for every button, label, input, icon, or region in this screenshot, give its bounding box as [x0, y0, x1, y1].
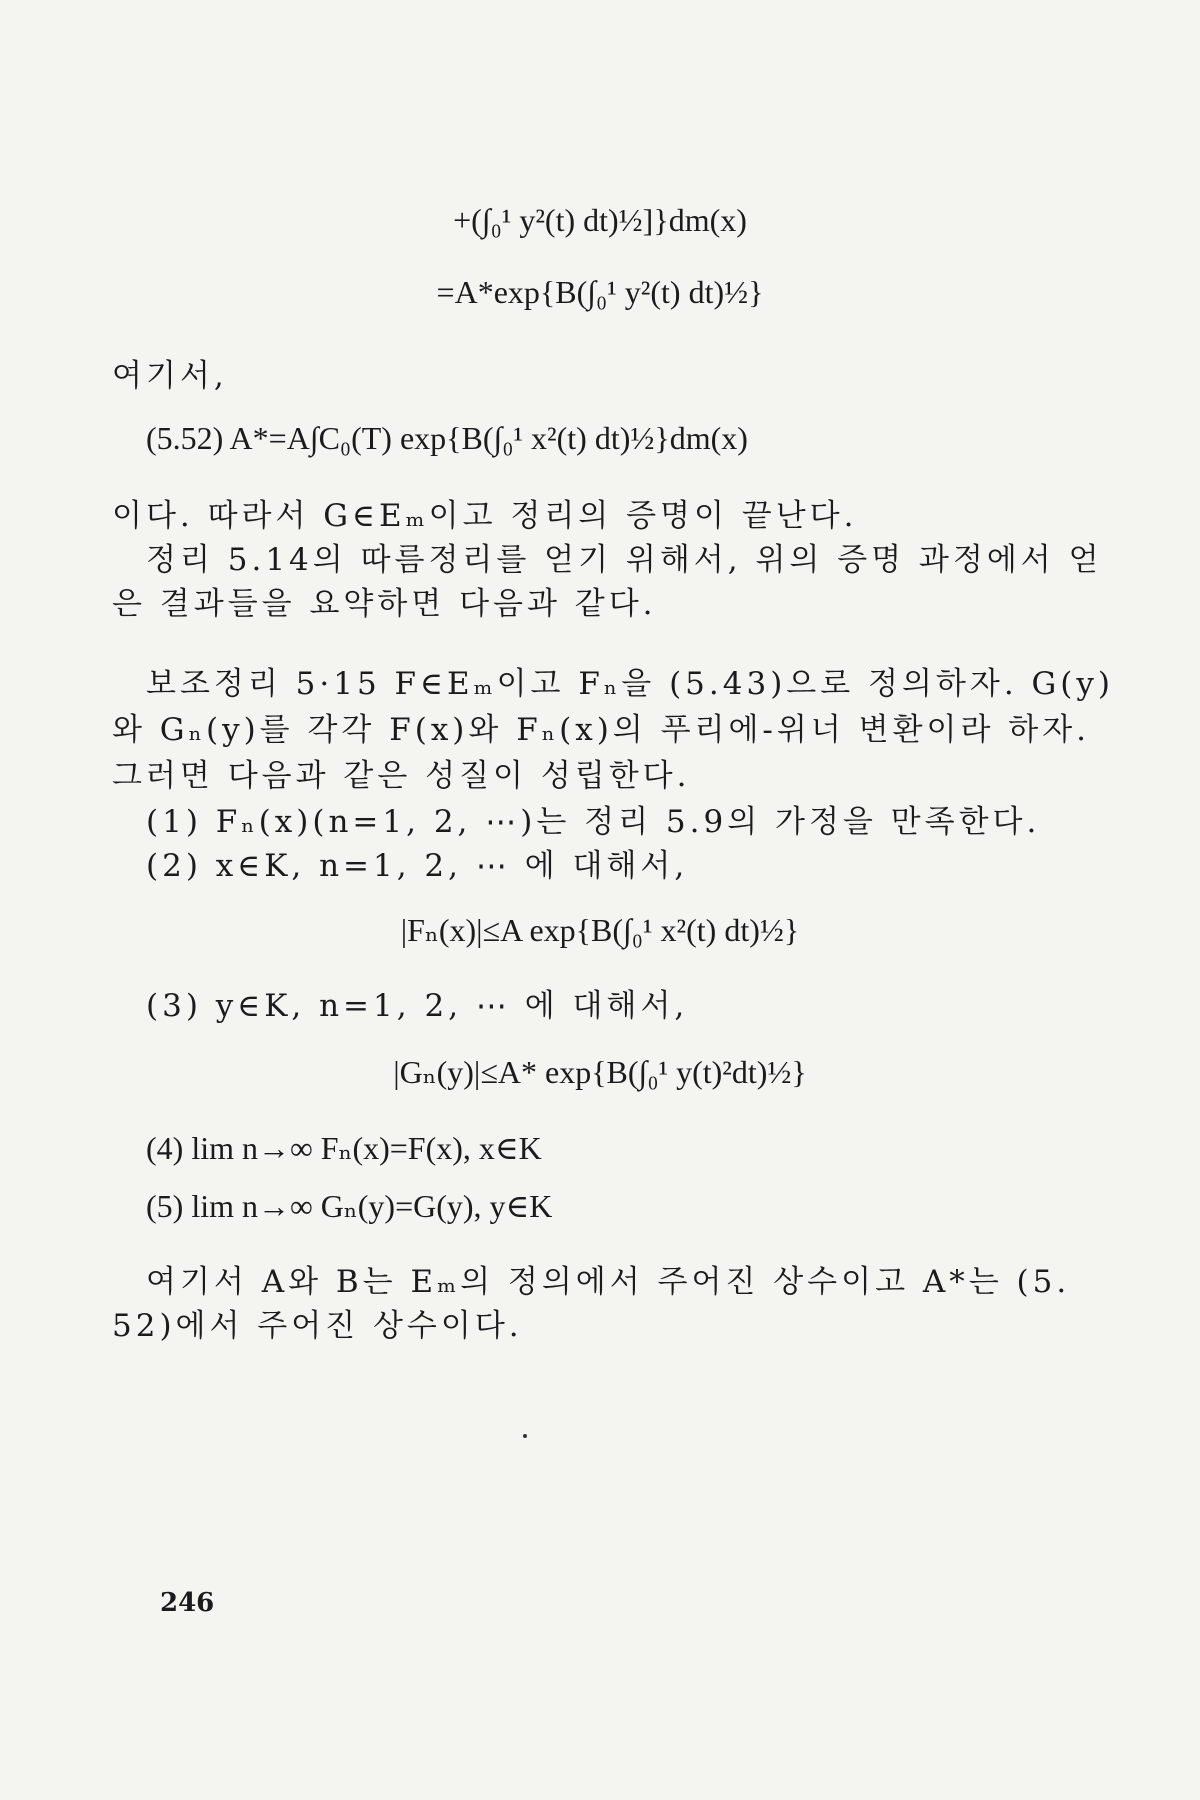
equation-line: |Fₙ(x)|≤A exp{B(∫₀¹ x²(t) dt)½}	[400, 912, 800, 948]
lemma-heading: 보조정리 5·15 F∈Eₘ이고 Fₙ을 (5.43)으로 정의하자. G(y)	[146, 666, 1114, 702]
text-line: 이다. 따라서 G∈Eₘ이고 정리의 증명이 끝난다.	[112, 498, 858, 534]
list-item: (5) lim n→∞ Gₙ(y)=G(y), y∈K	[146, 1188, 553, 1224]
numbered-equation: (5.52) A*=A∫C₀(T) exp{B(∫₀¹ x²(t) dt)½}dm(x)	[146, 420, 748, 456]
text-line: 은 결과들을 요약하면 다음과 같다.	[112, 586, 657, 622]
text-line: 와 Gₙ(y)를 각각 F(x)와 Fₙ(x)의 푸리에-위너 변환이라 하자.	[112, 712, 1091, 748]
list-item: (2) x∈K, n=1, 2, ⋯ 에 대해서,	[146, 848, 689, 884]
equation-line: |Gₙ(y)|≤A* exp{B(∫₀¹ y(t)²dt)½}	[393, 1054, 807, 1090]
print-speck	[523, 1434, 527, 1438]
equation-line: +(∫₀¹ y²(t) dt)½]}dm(x)	[453, 202, 747, 238]
list-item: (1) Fₙ(x)(n=1, 2, ⋯)는 정리 5.9의 가정을 만족한다.	[146, 804, 1041, 840]
page-number: 246	[160, 1588, 215, 1618]
text-line: 여기서,	[112, 358, 228, 394]
equation-line: =A*exp{B(∫₀¹ y²(t) dt)½}	[436, 274, 764, 310]
list-item: (3) y∈K, n=1, 2, ⋯ 에 대해서,	[146, 988, 689, 1024]
text-line: 그러면 다음과 같은 성질이 성립한다.	[112, 758, 691, 794]
list-item: (4) lim n→∞ Fₙ(x)=F(x), x∈K	[146, 1130, 542, 1166]
text-line: 여기서 A와 B는 Eₘ의 정의에서 주어진 상수이고 A*는 (5.	[146, 1264, 1071, 1300]
text-line: 52)에서 주어진 상수이다.	[112, 1308, 523, 1344]
text-line: 정리 5.14의 따름정리를 얻기 위해서, 위의 증명 과정에서 얻	[146, 542, 1103, 578]
